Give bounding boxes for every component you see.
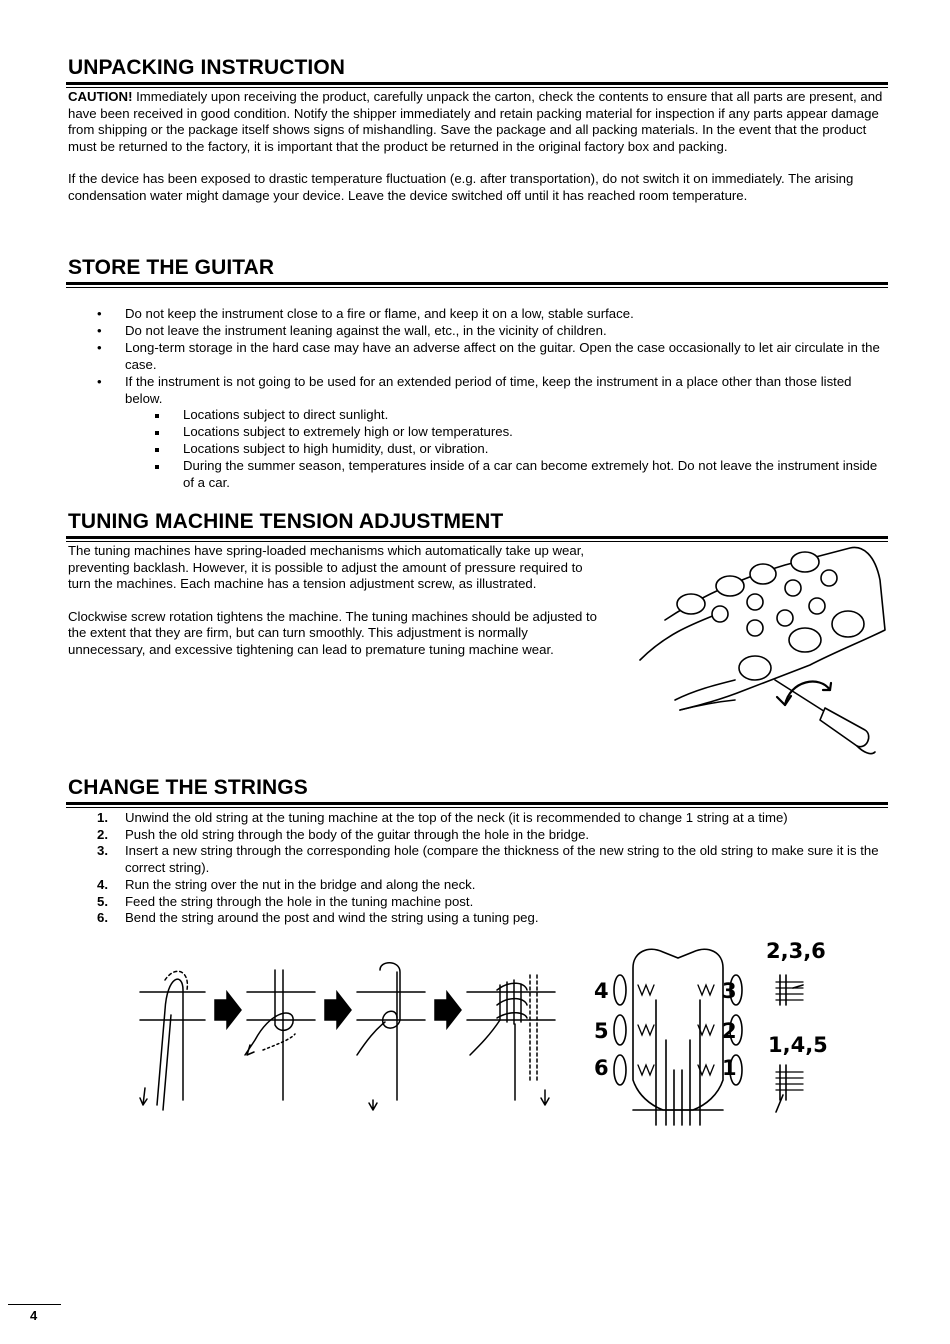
footer-rule (8, 1304, 61, 1305)
list-item: • Do not keep the instrument close to a fire or flame, and keep it on a low, stable surface. (97, 306, 634, 321)
page-number: 4 (30, 1308, 38, 1323)
string-label-4: 4 (594, 979, 609, 1003)
headstock-string-order-diagram (588, 930, 838, 1125)
list-item: • Do not leave the instrument leaning against the wall, etc., in the vicinity of children. (97, 322, 607, 338)
strings-heading-rule (66, 802, 888, 808)
list-item: • If the instrument is not going to be used for an extended period of time, keep the instrument in a place other than those listed below. Locations subject to direct sunlight. Locations subject to extremely high or low temperatures. Locations subject to high humidity, dust, or vibration. During the summer season, temperatures inside of a car can become extremely hot. Do not leave the instrument inside of a car. (68, 374, 888, 492)
list-item: • Long-term storage in the hard case may have an adverse affect on the guitar. Open the case occasionally to let air circulate in the case. (97, 339, 880, 372)
tuning-section (68, 509, 888, 535)
caution-label: CAUTION! (68, 89, 133, 104)
list-item: 2. Push the old string through the body of the guitar through the hole in the bridge. (97, 826, 590, 842)
list-item: Locations subject to high humidity, dust, or vibration. (125, 441, 888, 458)
list-item: Locations subject to direct sunlight. (125, 407, 888, 424)
caution-paragraph (68, 89, 888, 155)
list-item: 5. Feed the string through the hole in the tuning machine post. (97, 893, 474, 909)
store-heading: STORE THE GUITAR (68, 256, 275, 279)
unpacking-body (68, 89, 888, 205)
string-winding-illustration (135, 960, 575, 1120)
store-section (68, 255, 888, 281)
list-item: 4. Run the string over the nut in the bridge and along the neck. (97, 876, 476, 892)
list-item: 6. Bend the string around the post and wind the string using a tuning peg. (97, 910, 539, 926)
store-bullet-list (68, 306, 888, 492)
list-item: During the summer season, temperatures inside of a car can become extremely hot. Do not leave the instrument inside of a car. (125, 458, 888, 492)
tuning-paragraph-2: Clockwise screw rotation tightens the machine. The tuning machines should be adjusted to the extent that they are firm, but can turn smoothly. This adjustment is normally unnecessary, and excessive tightening can lead to premature tuning machine wear. (68, 608, 598, 657)
list-item: Locations subject to extremely high or low temperatures. (125, 424, 888, 441)
string-group-label-bottom: 1,4,5 (768, 1033, 828, 1057)
unpacking-heading: UNPACKING INSTRUCTION (68, 56, 346, 79)
tuning-body (68, 543, 608, 659)
tuning-paragraph-1: The tuning machines have spring-loaded mechanisms which automatically take up wear, preventing backlash. However, it is possible to adjust the amount of pressure required to turn the machines. Each machine has a tension adjustment screw, as illustrated. (68, 543, 585, 592)
string-label-3: 3 (722, 979, 737, 1003)
string-group-label-top: 2,3,6 (766, 939, 826, 963)
list-item: 3. Insert a new string through the corresponding hole (compare the thickness of the new string to the old string to make sure it is the correct string). (97, 843, 879, 876)
strings-step-list (68, 810, 888, 927)
strings-section (68, 775, 888, 801)
string-label-6: 6 (594, 1056, 609, 1080)
store-sub-list (125, 407, 888, 492)
store-body (68, 306, 888, 492)
list-item: 1. Unwind the old string at the tuning machine at the top of the neck (it is recommended to change 1 string at a time) (97, 810, 788, 825)
unpacking-section (68, 55, 888, 81)
caution-text: Immediately upon receiving the product, carefully unpack the carton, check the contents to ensure that all parts are present, and have been received in good condition. Notify the shipper immediately and retain packing material for inspection if any parts appear damage from shipping or the package itself shows signs of mishandling. Save the package and all packing materials. In the event that the product must be returned to the factory, it is important that the product be returned in the original factory box and packing. (68, 89, 883, 154)
unpacking-heading-rule (66, 82, 888, 88)
string-label-2: 2 (722, 1019, 737, 1043)
condensation-paragraph: If the device has been exposed to drastic temperature fluctuation (e.g. after transportation), do not switch it on immediately. The arising condensation water might damage your device. Leave the device switched off until it has reached room temperature. (68, 171, 854, 203)
tuning-heading: TUNING MACHINE TENSION ADJUSTMENT (68, 510, 504, 533)
strings-heading: CHANGE THE STRINGS (68, 776, 308, 799)
tuning-machine-illustration (635, 540, 890, 760)
strings-body (68, 810, 888, 927)
string-label-5: 5 (594, 1019, 609, 1043)
store-heading-rule (66, 282, 888, 288)
string-label-1: 1 (722, 1056, 737, 1080)
